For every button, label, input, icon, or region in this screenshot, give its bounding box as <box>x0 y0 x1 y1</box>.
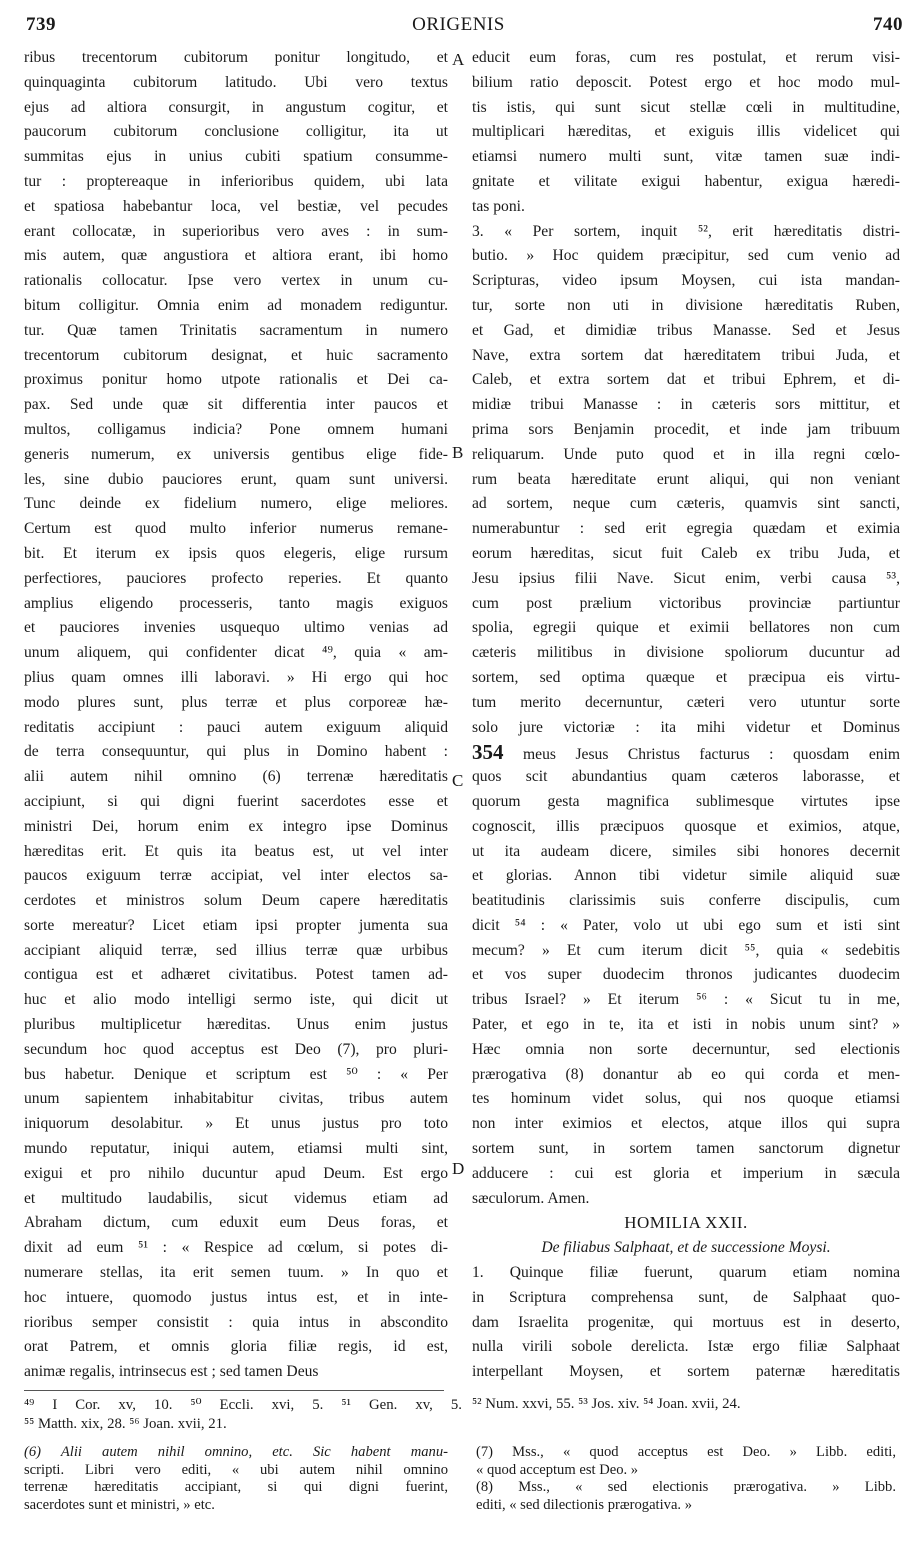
text-line: et glorias. Annon tibi videtur simile aliquid suæ <box>472 867 900 885</box>
text-line: et vos super duodecim thronos judicantes duodecim <box>472 966 900 984</box>
text-line: trecentorum cubitorum designat, et huic sacramento <box>24 346 448 364</box>
text-line: quorum gesta magnifica sublimesque virtutes ipse <box>472 792 900 810</box>
text-line: paucorum cubitorum conclusione colligitur, ita ut <box>24 123 448 141</box>
text-line: tis istis, qui sunt sicut stellæ cœli in multitudine, <box>472 98 900 116</box>
text-line: hoc intuere, quomodo justus intus est, et in inte- <box>24 1288 448 1306</box>
text-line: tribus Israel? » Et iterum ⁵⁶ : « Sicut tu in me, <box>472 991 900 1009</box>
text-line: in Scriptura comprehensa sunt, de Salphaat quo- <box>472 1288 900 1306</box>
text-line: prima sors Benjamin procedit, et inde jam tribuum <box>472 420 900 438</box>
text-line: et multitudo laudabilis, sicut videmus etiam ad <box>24 1189 448 1207</box>
note-line: (8) Mss., « sed electionis prærogativa. » Libb. <box>476 1479 896 1495</box>
text-line: gnitate et vilitate exigui habentur, exigua hæredi- <box>472 172 900 190</box>
note-line: terrenæ hæreditatis accipiant, si qui digni fuerint, <box>24 1479 448 1495</box>
text-line: cæteris militibus in divisione spoliorum ducuntur ad <box>472 644 900 662</box>
text-line: interpellant Moysen, et sortem paternæ hæreditatis <box>472 1363 900 1381</box>
margin-letter-b: B <box>452 443 464 462</box>
page-marker-line-text: meus Jesus Christus facturus : quosdam enim <box>523 746 900 764</box>
text-line: nulla virili sobole derelicta. Istæ ergo filiæ Salphaat <box>472 1338 900 1356</box>
text-line: 3. « Per sortem, inquit ⁵², erit hæreditatis distri- <box>472 222 900 240</box>
text-line: numerabuntur : sed erit egregia quædam et eximia <box>472 520 900 538</box>
text-line: Certum est quod multo inferior numerus remane- <box>24 520 448 538</box>
notes-left <box>24 1444 448 1514</box>
text-line: non inter eximios et electos, atque illos qui supra <box>472 1115 900 1133</box>
footnote-line: ⁵² Num. xxvi, 55. ⁵³ Jos. xiv. ⁵⁴ Joan. xvii, 24. <box>472 1396 741 1412</box>
text-line: cum post prælium victoribus provinciæ partiuntur <box>472 594 900 612</box>
homily-text <box>472 1261 900 1385</box>
footnote-line: ⁵⁵ Matth. xix, 28. ⁵⁶ Joan. xvii, 21. <box>24 1416 227 1432</box>
text-line: iniquorum desolabitur. » Et unus justus pro toto <box>24 1115 448 1133</box>
text-line: dixit ad eum ⁵¹ : « Respice ad cœlum, si potes di- <box>24 1239 448 1257</box>
text-line: pax. Sed unde quæ sit differentia inter paucos et <box>24 396 448 414</box>
text-line: unum sapientem inhabitabitur civitas, tribus autem <box>24 1090 448 1108</box>
text-line: bit. Et iterum ex ipsis quos elegeris, elige rursum <box>24 544 448 562</box>
text-line: cognoscit, illis præcipuos quosque et eximios, atque, <box>472 817 900 835</box>
text-line: multiplicari hæreditas, et exiguis illis videlicet qui <box>472 123 900 141</box>
text-line: bus habetur. Denique et scriptum est ⁵⁰ : « Per <box>24 1065 448 1083</box>
text-line: ribus trecentorum cubitorum ponitur longitudo, et <box>24 49 448 66</box>
text-line: Abraham dictum, cum eduxit eum Deus foras, et <box>24 1214 448 1232</box>
text-line: et spatiosa habebantur loca, vel bestiæ, vel pecudes <box>24 197 448 215</box>
text-line: rum beata hæreditate erunt aliqui, qui non veniant <box>472 470 900 488</box>
note-line: « quod acceptum est Deo. » <box>476 1461 639 1478</box>
text-line: prærogativa (8) donantur ab eo qui corda et men- <box>472 1065 900 1083</box>
homily-title: HOMILIA XXII. <box>624 1213 748 1233</box>
text-line: Caleb, et extra sortem dat et tribui Ephrem, et di- <box>472 371 900 389</box>
text-line: tur, sorte non uti in divisione hæreditatis Ruben, <box>472 296 900 314</box>
text-line: dam Israelita progenitæ, qui mortuus est in deserto, <box>472 1313 900 1331</box>
text-line: et Gad, et dimidiæ tribus Manasse. Sed et Jesus <box>472 321 900 339</box>
text-line: mundo reputatur, iniqui autem, etiamsi multi sint, <box>24 1140 448 1158</box>
note-line: (7) Mss., « quod acceptus est Deo. » Libb. editi, <box>476 1444 896 1460</box>
text-line: 1. Quinque filiæ fuerunt, quarum etiam nomina <box>472 1264 900 1282</box>
text-line: Hæc omnia non sorte decernuntur, sed electionis <box>472 1040 900 1058</box>
notes-right <box>476 1444 896 1514</box>
text-line: accipiant aliquid terræ, sed illius terræ quæ urbibus <box>24 941 448 959</box>
text-line: numerare stellas, ita erit semen tuum. » In quo et <box>24 1264 448 1282</box>
page-marker-line <box>472 740 900 765</box>
text-line: rationalis collocatur. Ipse vero vertex in unum cu- <box>24 272 448 290</box>
note-line: editi, « sed dilectionis prærogativa. » <box>476 1496 693 1513</box>
text-line: exigui et pro nihilo ducuntur apud Deum. Est ergo <box>24 1164 448 1182</box>
text-line: tas poni. <box>472 197 525 215</box>
text-line: sæculorum. Amen. <box>472 1189 590 1207</box>
footnote-line: ⁴⁹ I Cor. xv, 10. ⁵⁰ Eccli. xvi, 5. ⁵¹ Gen. xv, 5. <box>24 1397 462 1413</box>
text-line: de terra consequuntur, qui plus in Domino habent : <box>24 743 448 761</box>
text-line: multos, colligamus indicia? Pone omnem humani <box>24 420 448 438</box>
text-line: beatitudinis clarissimis suis conferre discipulis, cum <box>472 892 900 910</box>
text-line: quinquaginta cubitorum latitudo. Ubi vero textus <box>24 73 448 91</box>
text-line: cerdotes et ministros solum Deum capere hæreditatis <box>24 892 448 910</box>
text-line: etiamsi numero multi sunt, vitæ tamen suæ indi- <box>472 148 900 166</box>
text-line: solo jure victoriæ : ita mihi videtur et Dominus <box>472 718 900 736</box>
margin-letter-d: D <box>452 1159 465 1178</box>
text-line: quos scit abundantius quam cæteros laborasse, et <box>472 768 900 786</box>
text-line: pluribus multiplicetur hæreditas. Unus enim justus <box>24 1016 448 1034</box>
homily-subtitle: De filiabus Salphaat, et de successione Moysi. <box>541 1239 831 1257</box>
left-column <box>24 46 448 1385</box>
text-line: proximus ponitur homo utpote rationalis et Dei ca- <box>24 371 448 389</box>
right-column-text <box>472 46 900 740</box>
text-line: huc et alio modo intelligi sermo iste, qui dicit ut <box>24 991 448 1009</box>
text-line: mecum? » Et cum iterum dicit ⁵⁵, quia « sedebitis <box>472 941 900 959</box>
text-line: ejus ad altiora consurgit, in angustum cogitur, et <box>24 98 448 116</box>
text-line: bitum colligitur. Omnia enim ad monadem rediguntur. <box>24 296 448 314</box>
text-line: ad sortem, neque cum cæteris, quamvis sint sancti, <box>472 495 900 513</box>
right-column-text-continued <box>472 765 900 1211</box>
page-marker-number: 354 <box>472 740 504 765</box>
text-line: amplius eligendo processeris, tanto magis exiguos <box>24 594 448 612</box>
text-line: paucos exiguum terræ accipiat, vel inter electos sa- <box>24 867 448 885</box>
text-line: bilium ratio deposcit. Potest ergo et hoc modo mul- <box>472 73 900 91</box>
text-line: ministri Dei, horum enim ex integro ipse Dominus <box>24 817 448 835</box>
text-line: dicit ⁵⁴ : « Pater, volo ut ubi ego sum et isti sint <box>472 916 900 934</box>
note-line: (6) Alii autem nihil omnino, etc. Sic habent manu- <box>24 1444 448 1460</box>
text-line: Tunc deinde ex fidelium numero, elige meliores. <box>24 495 448 513</box>
text-line: contigua est et adhæret civitatibus. Potest tamen ad- <box>24 966 448 984</box>
text-line: animæ regalis, intrinsecus est ; sed tamen Deus <box>24 1363 319 1381</box>
text-line: tes hominum videt solus, qui nos quoque etiamsi <box>472 1090 900 1108</box>
text-line: ut ita audeam dicere, similes sibi honores decernit <box>472 842 900 860</box>
text-line: Nave, extra sortem dat hæreditatem tribui Juda, et <box>472 346 900 364</box>
text-line: butio. » Hoc quidem præcipitur, sed cum venio ad <box>472 247 900 265</box>
text-line: tur : proptereaque in inferioribus quidem, ubi lata <box>24 172 448 190</box>
text-line: Scripturas, video ipsum Moysen, cui ista mandan- <box>472 272 900 290</box>
text-line: sortem sunt, in sortem tamen sanctorum dignetur <box>472 1140 900 1158</box>
text-line: accipiunt, si qui digni fuerint sacerdotes esse et <box>24 792 448 810</box>
running-header <box>0 14 917 40</box>
note-line: sacerdotes sunt et ministri, » etc. <box>24 1496 215 1513</box>
text-line: sortem, sed optima quæque et præcipua eis virtu- <box>472 668 900 686</box>
text-line: spolia, egregii quique et eximii bellatores non cum <box>472 619 900 637</box>
text-line: tur. Quæ tamen Trinitatis sacramentum in numero <box>24 321 448 339</box>
text-line: midiæ tribui Manasse : in cæteris sors mittitur, et <box>472 396 900 414</box>
text-line: rioribus semper consistit : quia intus in abscondito <box>24 1313 448 1331</box>
page-number-right: 740 <box>873 14 903 35</box>
text-line: les, sine dubio pauciores erunt, quam sunt universi. <box>24 470 448 488</box>
text-line: plius quam omnes illi laboravi. » Hi ergo qui hoc <box>24 668 448 686</box>
text-line: orat Patrem, et omnis gloria filiæ regis, id est, <box>24 1338 448 1356</box>
footnote-rule <box>24 1390 444 1391</box>
text-line: secundum hoc quod acceptus est Deo (7), pro pluri- <box>24 1040 448 1058</box>
margin-letter-a: A <box>452 50 465 69</box>
text-line: perfectiores, pauciores profecto reperies. Et quanto <box>24 569 448 587</box>
text-line: alii autem nihil omnino (6) terrenæ hæreditatis <box>24 768 448 786</box>
text-line: educit eum foras, cum res postulat, et rerum visi- <box>472 49 900 66</box>
running-title: ORIGENIS <box>412 14 505 35</box>
text-line: summitas ejus in unius cubiti spatium consumme- <box>24 148 448 166</box>
text-line: et pauciores invenies usquequo ultimo venias ad <box>24 619 448 637</box>
text-line: Pater, et ego in te, ita et isti in nobis unum sint? » <box>472 1016 900 1034</box>
text-line: erant collocatæ, in superioribus vero aves : in sum- <box>24 222 448 240</box>
text-line: unum aliquem, qui confidenter dicat ⁴⁹, quia « am- <box>24 644 448 662</box>
text-line: reliquarum. Unde puto quod et in illa regni cœlo- <box>472 445 900 463</box>
text-line: eorum hæreditas, sicut fuit Caleb ex tribu Juda, et <box>472 544 900 562</box>
margin-letter-c: C <box>452 771 464 790</box>
text-line: hæreditas erit. Et quis ita beatus est, ut vel inter <box>24 842 448 860</box>
right-column <box>472 46 900 1385</box>
text-line: Jesu ipsius filii Nave. Sicut enim, verbi causa ⁵³, <box>472 569 900 587</box>
text-line: reditatis accipiunt : pauci autem exiguum aliquid <box>24 718 448 736</box>
text-line: adducere : cui est gloria et imperium in sæcula <box>472 1164 900 1182</box>
text-line: generis numerum, ex universis gentibus elige fide- <box>24 445 448 463</box>
text-line: tum merito decernuntur, cæteri vero utuntur sorte <box>472 693 900 711</box>
text-line: sorte mereatur? Licet etiam ipsi propter jumenta sua <box>24 916 448 934</box>
text-line: mis autem, quæ angustiora et altiora erant, ibi homo <box>24 247 448 265</box>
text-line: modo plures sunt, plus terræ et plus corporeæ hæ- <box>24 693 448 711</box>
page-number-left: 739 <box>26 14 56 35</box>
note-line: scripti. Libri vero editi, « ubi autem nihil omnino <box>24 1461 448 1478</box>
